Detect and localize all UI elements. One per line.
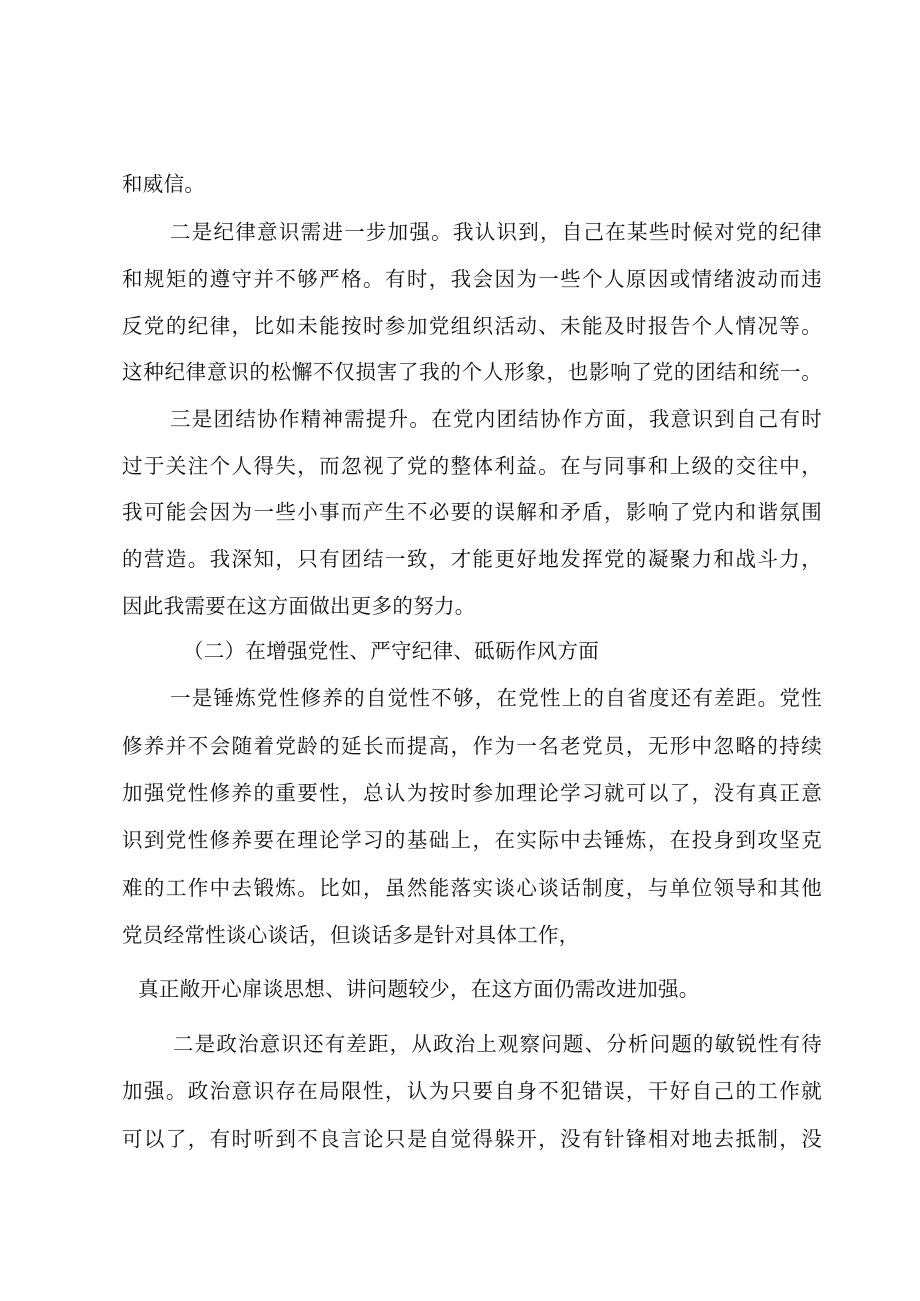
text-line-6: 三是团结协作精神需提升。在党内团结协作方面，我意识到自己有时 xyxy=(170,407,822,431)
text-line-17: 党员经常性谈心谈话，但谈话多是针对具体工作， xyxy=(122,923,580,947)
text-line-21: 可以了，有时听到不良言论只是自觉得躲开，没有针锋相对地去抵制，没 xyxy=(122,1127,822,1151)
text-line-1: 和威信。 xyxy=(122,172,206,196)
text-line-7: 过于关注个人得失，而忽视了党的整体利益。在与同事和上级的交往中， xyxy=(122,454,822,478)
text-line-14: 加强党性修养的重要性，总认为按时参加理论学习就可以了，没有真正意 xyxy=(122,781,822,805)
text-line-10: 因此我需要在这方面做出更多的努力。 xyxy=(122,594,476,618)
text-line-13: 修养并不会随着党龄的延长而提高，作为一名老党员，无形中忽略的持续 xyxy=(122,734,822,758)
text-line-4: 反党的纪律，比如未能按时参加党组织活动、未能及时报告个人情况等。 xyxy=(122,314,822,338)
text-line-9: 的营造。我深知，只有团结一致，才能更好地发挥党的凝聚力和战斗力， xyxy=(122,547,822,571)
text-line-3: 和规矩的遵守并不够严格。有时，我会因为一些个人原因或情绪波动而违 xyxy=(122,267,822,291)
text-line-16: 难的工作中去锻炼。比如，虽然能落实谈心谈话制度，与单位领导和其他 xyxy=(122,876,822,900)
text-line-20: 加强。政治意识存在局限性，认为只要自身不犯错误，干好自己的工作就 xyxy=(122,1079,822,1103)
text-line-18: 真正敞开心扉谈思想、讲问题较少，在这方面仍需改进加强。 xyxy=(138,977,700,1001)
text-line-12: 一是锤炼党性修养的自觉性不够，在党性上的自省度还有差距。党性 xyxy=(170,686,822,710)
text-line-8: 我可能会因为一些小事而产生不必要的误解和矛盾，影响了党内和谐氛围 xyxy=(122,500,822,524)
section-heading: （二）在增强党性、严守纪律、砥砺作风方面 xyxy=(183,639,599,663)
text-line-19: 二是政治意识还有差距，从政治上观察问题、分析问题的敏锐性有待 xyxy=(173,1032,822,1056)
text-line-15: 识到党性修养要在理论学习的基础上，在实际中去锤炼，在投身到攻坚克 xyxy=(122,828,822,852)
text-line-5: 这种纪律意识的松懈不仅损害了我的个人形象，也影响了党的团结和统一。 xyxy=(122,360,822,384)
text-line-2: 二是纪律意识需进一步加强。我认识到，自己在某些时候对党的纪律 xyxy=(170,220,822,244)
